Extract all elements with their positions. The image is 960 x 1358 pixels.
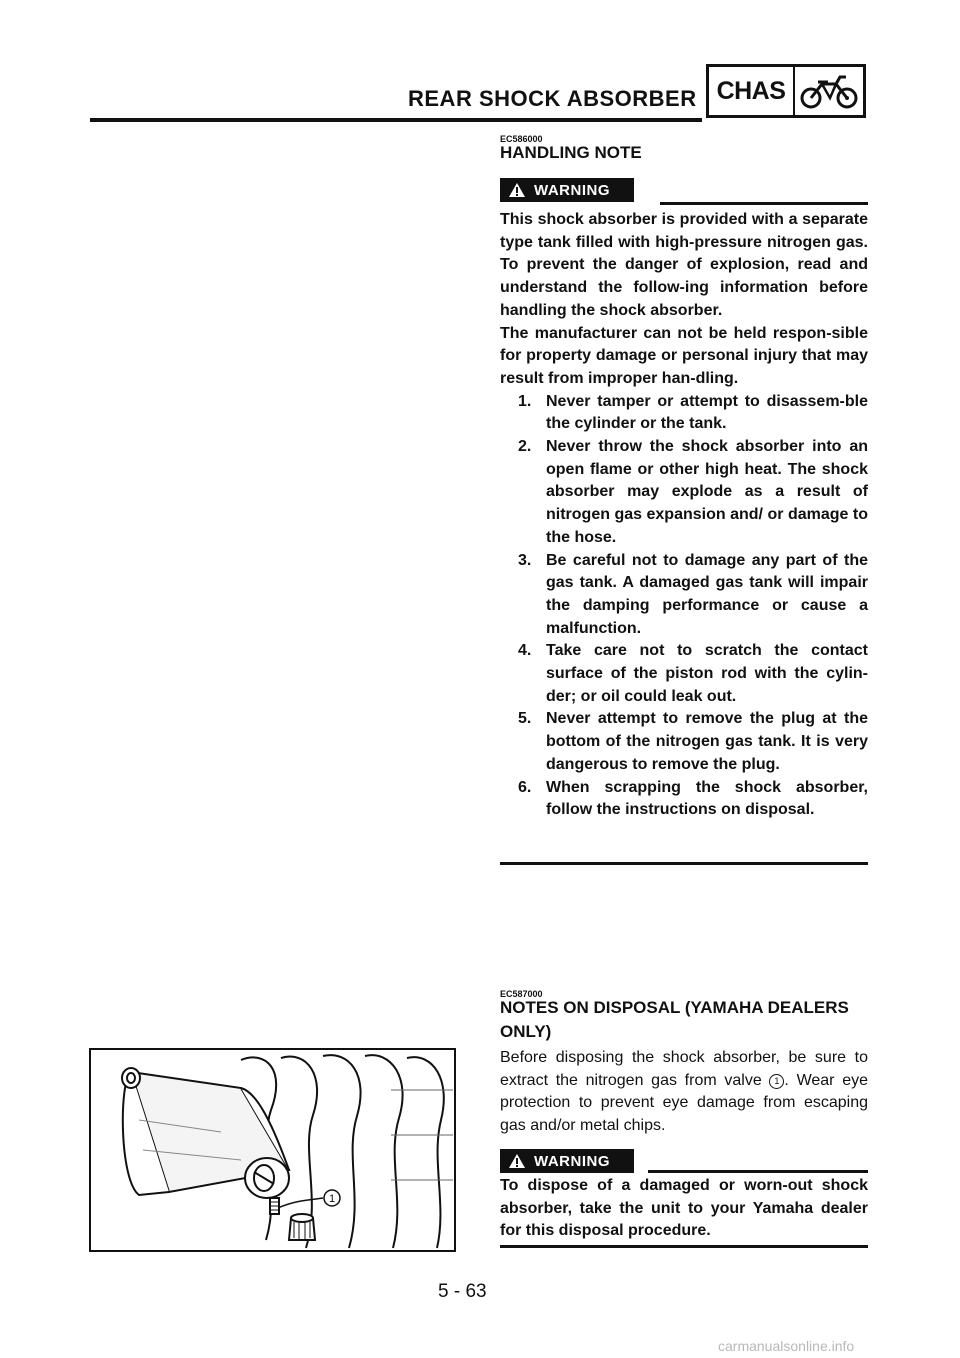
list-item: 6. When scrapping the shock absorber, follow the instructions on disposal. — [518, 778, 868, 819]
list-item: 4. Take care not to scratch the contact surface of the piston rod with the cylin-der; or oil could leak out. — [518, 642, 868, 705]
warning-label: WARNING — [534, 1152, 610, 1170]
disposal-intro: Before disposing the shock absorber, be sure to extract the nitrogen gas from valve 1 . Wear eye protection to prevent eye damage from escaping gas and/or metal chips. — [500, 1049, 868, 1135]
warning-badge — [500, 1149, 634, 1173]
list-item: 1. Never tamper or attempt to disassem-ble the cylinder or the tank. — [518, 392, 868, 433]
page-number: 5 - 63 — [438, 1281, 487, 1302]
section-badge — [706, 64, 866, 118]
warning-rule — [660, 202, 868, 205]
header-rule — [90, 118, 702, 122]
shock-absorber-illustration — [89, 1048, 456, 1252]
motorcycle-icon — [795, 67, 863, 115]
figure-callout: 1 — [328, 1193, 336, 1205]
warning-end-rule — [500, 1245, 868, 1248]
handling-body — [500, 209, 868, 822]
warning-triangle-icon — [508, 182, 526, 198]
page-title: REAR SHOCK ABSORBER — [408, 86, 697, 111]
warning-badge — [500, 178, 634, 202]
warning-label: WARNING — [534, 181, 610, 199]
list-item: 3. Be careful not to damage any part of the gas tank. A damaged gas tank will impair the damping performance or cause a malfunction. — [518, 551, 868, 637]
warning-triangle-icon — [508, 1153, 526, 1169]
section-code: EC587000 — [500, 989, 543, 999]
section-code: EC586000 — [500, 134, 543, 144]
list-item: 5. Never attempt to remove the plug at the bottom of the nitrogen gas tank. It is very dangerous to remove the plug. — [518, 710, 868, 773]
disposal-warning-text: To dispose of a damaged or worn-out shock absorber, take the unit to your Yamaha dealer for this disposal procedure. — [500, 1177, 868, 1240]
handling-steps — [500, 391, 868, 822]
watermark: carmanualsonline.info — [718, 1338, 855, 1354]
list-item: 2. Never throw the shock absorber into an open flame or other high heat. The shock absorber may explode as a result of nitrogen gas expansion and/ or damage to the hose. — [518, 438, 868, 546]
warning-paragraph: This shock absorber is provided with a separate type tank filled with high-pressure nitrogen gas. To prevent the danger of explosion, read and understand the follow-ing information before handling the shock absorber. — [500, 211, 868, 319]
section-label: CHAS — [709, 67, 795, 115]
warning-rule — [648, 1170, 868, 1173]
warning-end-rule — [500, 862, 868, 865]
section-heading-handling: HANDLING NOTE — [500, 143, 642, 162]
warning-paragraph: The manufacturer can not be held respon-sible for property damage or personal injury that may result from improper han-dling. — [500, 324, 868, 387]
callout-marker: 1 — [769, 1074, 784, 1089]
section-heading-disposal: NOTES ON DISPOSAL (YAMAHA DEALERS ONLY) — [500, 998, 849, 1041]
